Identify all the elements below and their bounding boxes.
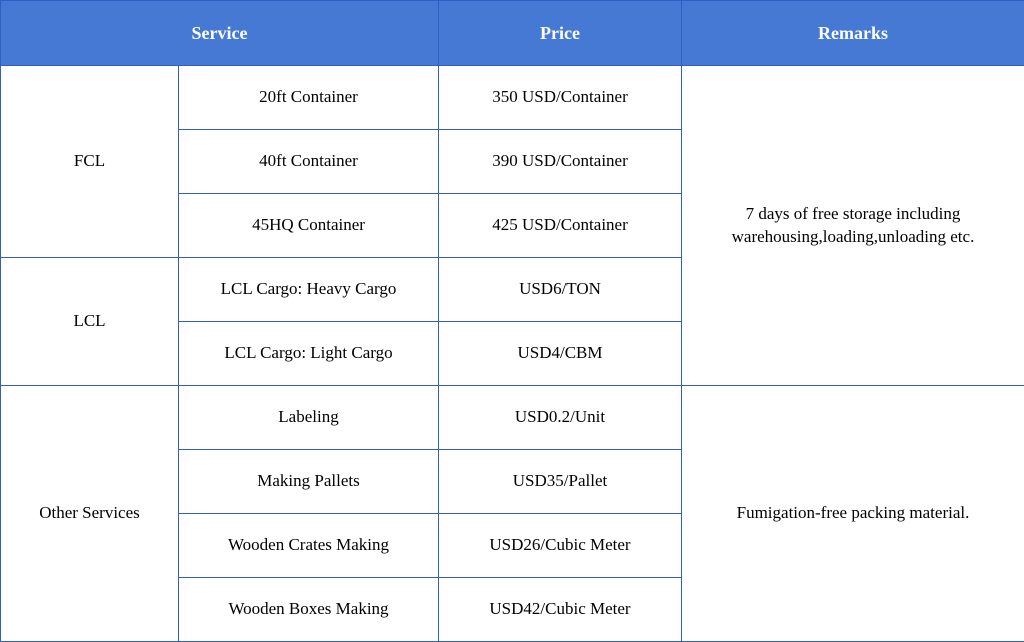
table-row: [1, 66, 1024, 130]
service-price: 350 USD/Container: [439, 66, 682, 130]
service-item: Labeling: [179, 386, 439, 450]
service-item: Wooden Boxes Making: [179, 578, 439, 642]
remarks-cell-packing: [682, 386, 1024, 642]
column-header-price: Price: [439, 1, 682, 66]
service-item: 40ft Container: [179, 130, 439, 194]
column-header-service: Service: [1, 1, 439, 66]
service-price: USD42/Cubic Meter: [439, 578, 682, 642]
service-item: 20ft Container: [179, 66, 439, 130]
service-item: Making Pallets: [179, 450, 439, 514]
group-label-fcl: FCL: [1, 66, 179, 258]
service-price: USD6/TON: [439, 258, 682, 322]
remarks-line: warehousing,loading,unloading etc.: [688, 226, 1018, 249]
group-label-lcl: LCL: [1, 258, 179, 386]
table-body: [1, 66, 1024, 642]
remarks-line: 7 days of free storage including: [688, 203, 1018, 226]
column-header-remarks: Remarks: [682, 1, 1024, 66]
service-item: LCL Cargo: Light Cargo: [179, 322, 439, 386]
service-item: 45HQ Container: [179, 194, 439, 258]
table-header: [1, 1, 1024, 66]
service-price: USD26/Cubic Meter: [439, 514, 682, 578]
service-price: USD0.2/Unit: [439, 386, 682, 450]
table-header-row: [1, 1, 1024, 66]
service-item: LCL Cargo: Heavy Cargo: [179, 258, 439, 322]
remarks-cell-storage: [682, 66, 1024, 386]
table-row: [1, 386, 1024, 450]
service-price: 390 USD/Container: [439, 130, 682, 194]
service-price: 425 USD/Container: [439, 194, 682, 258]
service-item: Wooden Crates Making: [179, 514, 439, 578]
group-label-other-services: Other Services: [1, 386, 179, 642]
service-price: USD4/CBM: [439, 322, 682, 386]
remarks-line: Fumigation-free packing material.: [688, 502, 1018, 525]
service-price: USD35/Pallet: [439, 450, 682, 514]
